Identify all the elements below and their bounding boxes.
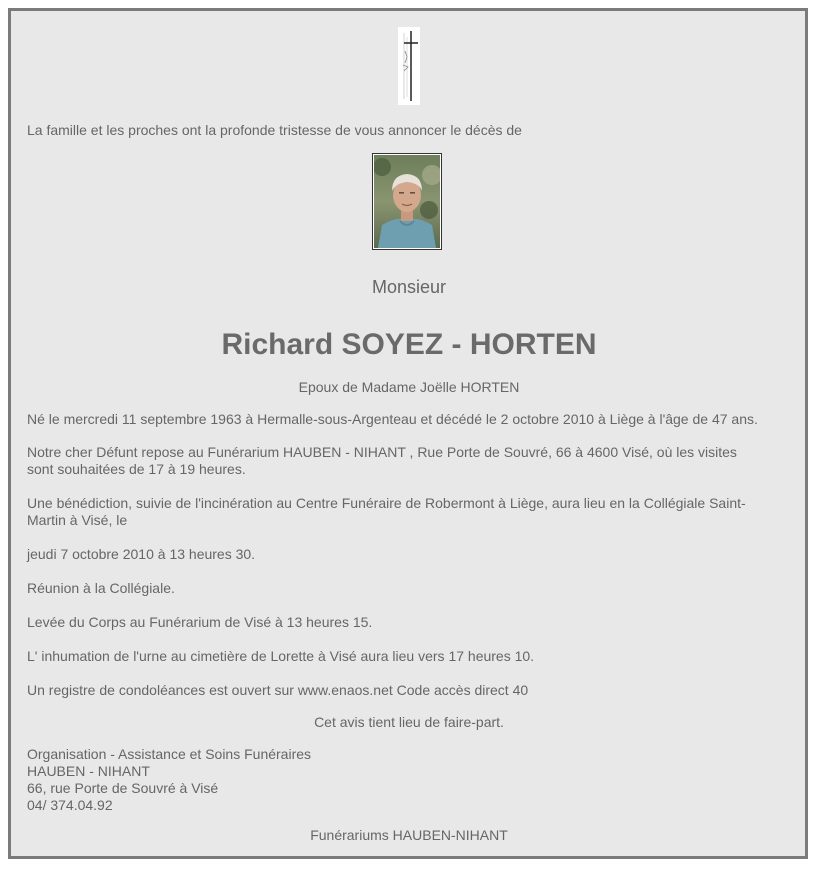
ceremony-date: jeudi 7 octobre 2010 à 13 heures 30. [27,546,256,562]
portrait-photo [372,153,442,250]
intro-text: La famille et les proches ont la profonde tristesse de vous annoncer le décès de [27,122,522,138]
obituary-card [8,8,808,859]
honorific-title: Monsieur [371,277,447,297]
birth-death-line: Né le mercredi 11 septembre 1963 à Hermalle-sous-Argenteau et décédé le 2 octobre 2010 à Liège à l'âge de 47 ans. [27,411,758,427]
ceremony-line-1: Une bénédiction, suivie de l'incinération au Centre Funéraire de Robermont à Liège, aura lieu en la Collégiale Saint- [27,495,746,511]
faire-part-line: Cet avis tient lieu de faire-part. [314,714,504,730]
registry-line: Un registre de condoléances est ouvert sur www.enaos.net Code accès direct 40 [27,682,529,698]
levee-line: Levée du Corps au Funérarium de Visé à 13 heures 15. [27,614,373,630]
rest-line-1: Notre cher Défunt repose au Funérarium HAUBEN - NIHANT , Rue Porte de Souvré, 66 à 4600 Visé, où les visites [27,444,737,460]
deceased-name: Richard SOYEZ - HORTEN [221,328,597,361]
organisation-phone: 04/ 374.04.92 [27,797,113,813]
organisation-line-2: HAUBEN - NIHANT [27,763,150,779]
inhumation-line: L' inhumation de l'urne au cimetière de Lorette à Visé aura lieu vers 17 heures 10. [27,648,535,664]
meeting-line: Réunion à la Collégiale. [27,580,175,596]
organisation-line-1: Organisation - Assistance et Soins Funéraires [27,746,312,762]
ceremony-line-2: Martin à Visé, le [27,512,128,528]
rest-line-2: sont souhaitées de 17 à 19 heures. [27,461,246,477]
cross-icon [398,27,420,105]
spouse-line: Epoux de Madame Joëlle HORTEN [298,379,520,395]
organisation-line-3: 66, rue Porte de Souvré à Visé [27,780,219,796]
footer-text: Funérariums HAUBEN-NIHANT [310,827,508,843]
